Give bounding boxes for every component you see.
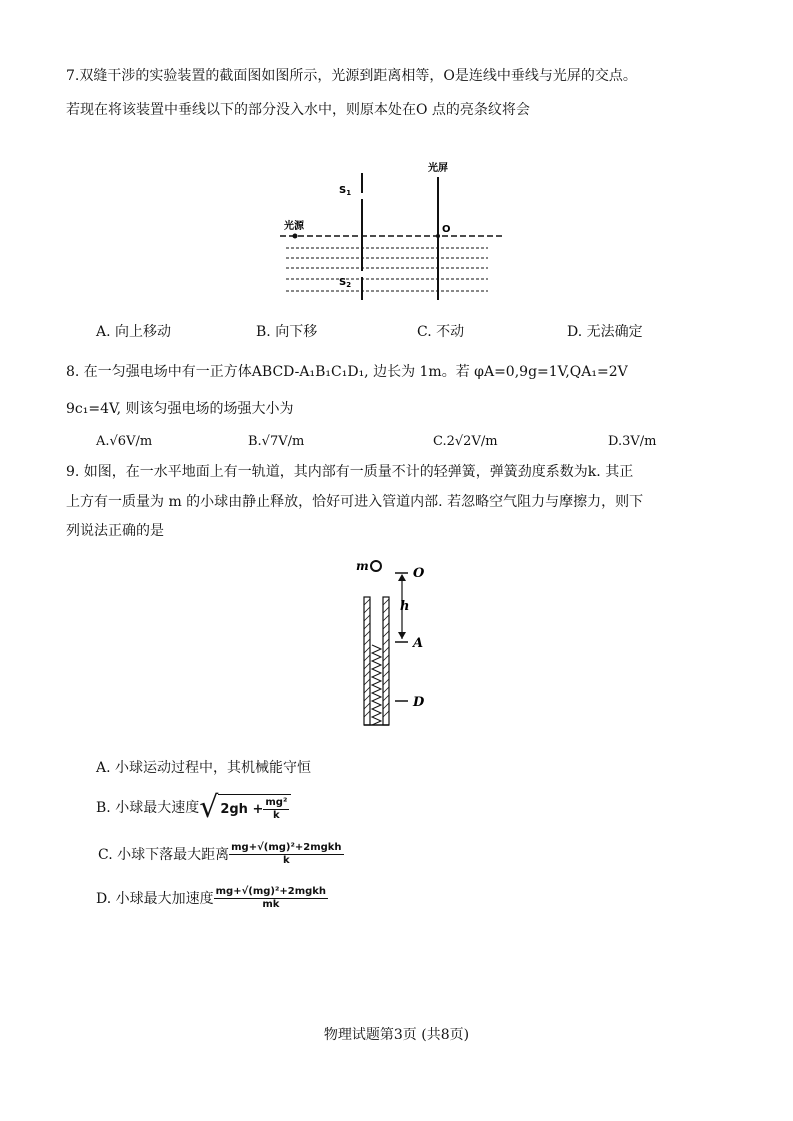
q7-double-slit-figure xyxy=(270,155,510,310)
q9-label-o: O xyxy=(413,566,425,581)
q9-option-c-den: k xyxy=(283,855,290,866)
q7-line1: 7.双缝干涉的实验装置的截面图如图所示，光源到距离相等，O是连线中垂线与光屏的交点。 xyxy=(66,68,637,84)
q9-option-d-den: mk xyxy=(262,899,280,910)
q9-label-h: h xyxy=(400,599,410,614)
q7-label-source: 光源 xyxy=(284,221,304,232)
q8-option-a: A.√6V/m xyxy=(96,434,153,449)
q9-h-arrow-down xyxy=(398,632,406,639)
q9-label-a: A xyxy=(413,636,424,651)
q9-option-d-frac xyxy=(214,886,328,911)
q9-spring xyxy=(372,645,381,725)
q9-option-d-text: D. 小球最大加速度 xyxy=(96,890,214,907)
q7-option-a: A. 向上移动 xyxy=(96,324,172,340)
q9-option-b-text: B. 小球最大速度 xyxy=(96,800,200,816)
q7-label-s2: $S_2$ xyxy=(339,277,352,289)
q9-option-d-num: mg+√(mg)²+2mgkh xyxy=(215,886,327,897)
q9-label-m: m xyxy=(356,559,369,573)
q7-line2: 若现在将该装置中垂线以下的部分没入水中，则原本处在O 点的亮条纹将会 xyxy=(66,102,530,118)
q8-line2: 9c₁=4V, 则该匀强电场的场强大小为 xyxy=(66,401,294,417)
q9-option-b-num: mg² xyxy=(265,797,288,808)
page-footer: 物理试题第3页 (共8页) xyxy=(323,1027,470,1043)
q9-spring-tube-figure xyxy=(352,555,442,730)
q7-option-c: C. 不动 xyxy=(417,324,465,340)
q9-option-a: A. 小球运动过程中，其机械能守恒 xyxy=(96,760,312,776)
q7-label-screen: 光屏 xyxy=(428,163,448,174)
q7-option-d: D. 无法确定 xyxy=(567,324,643,340)
q9-label-d: D xyxy=(413,695,425,710)
q7-source-dot xyxy=(293,234,298,239)
q9-line1: 9. 如图，在一水平地面上有一轨道，其内部有一质量不计的轻弹簧，弹簧劲度系数为k. 其正 xyxy=(66,464,634,480)
q9-option-b xyxy=(96,790,291,825)
q9-option-c-num: mg+√(mg)²+2mgkh xyxy=(231,842,342,853)
q9-option-b-sqrt: √ 2gh + $\frac{\text{mg²}}{k}$ xyxy=(199,793,291,823)
q7-option-b: B. 向下移 xyxy=(256,324,318,340)
q9-option-b-main: 2gh + xyxy=(220,801,264,817)
q8-line1: 8. 在一匀强电场中有一正方体ABCD-A₁B₁C₁D₁, 边长为 1m。若 φA=0,9g=1V,QA₁=2V xyxy=(66,364,628,380)
q9-line3: 列说法正确的是 xyxy=(66,523,164,539)
q9-h-arrow-up xyxy=(398,574,406,581)
q9-option-c xyxy=(98,842,344,867)
q9-option-c-frac xyxy=(229,842,343,867)
q7-label-o: O xyxy=(442,224,451,235)
q7-o-dot xyxy=(436,234,440,238)
q9-option-b-frac xyxy=(263,797,289,822)
q8-option-b: B.√7V/m xyxy=(248,434,305,449)
q7-label-s1: $S_1$ xyxy=(339,185,352,197)
q9-line2: 上方有一质量为 m 的小球由静止释放，恰好可进入管道内部. 若忽略空气阻力与摩擦力，则下 xyxy=(66,494,644,510)
q8-option-c: C.2√2V/m xyxy=(433,434,498,449)
q9-option-c-text: C. 小球下落最大距离 xyxy=(98,846,230,863)
q7-water-lines xyxy=(286,248,488,291)
q9-option-d xyxy=(96,886,328,911)
q9-option-b-den: k xyxy=(273,810,280,821)
q9-ball xyxy=(371,561,381,571)
q8-option-d: D.3V/m xyxy=(608,434,657,449)
